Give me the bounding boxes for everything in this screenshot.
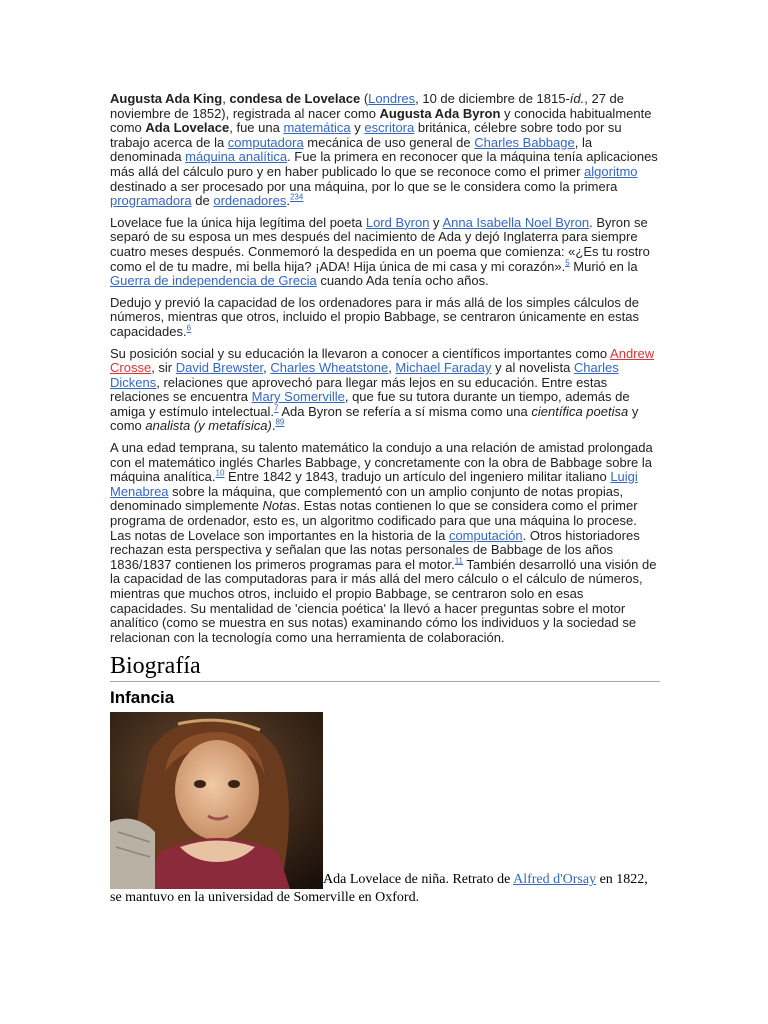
subject-name: Augusta Ada King	[110, 91, 223, 106]
figure: Ada Lovelace de niña. Retrato de Alfred d'Orsay en 1822, se mantuvo en la universidad de Somerville en Oxford.	[110, 712, 660, 907]
reference-link[interactable]: 89	[275, 418, 285, 428]
link-mary-somerville[interactable]: Mary Somerville	[251, 389, 345, 405]
link-charles-wheatstone[interactable]: Charles Wheatstone	[270, 360, 389, 376]
link-londres[interactable]: Londres	[368, 91, 416, 106]
link-escritora[interactable]: escritora	[364, 120, 415, 136]
subsection-heading-infancia: Infancia	[110, 688, 175, 708]
link-matematica[interactable]: matemática	[283, 120, 351, 136]
link-guerra-grecia[interactable]: Guerra de independencia de Grecia	[110, 273, 317, 289]
link-maquina-analitica[interactable]: máquina analítica	[185, 149, 288, 165]
subject-title: condesa de Lovelace	[229, 91, 361, 106]
link-anna-isabella[interactable]: Anna Isabella Noel Byron	[442, 214, 590, 230]
reference-link[interactable]: 6	[186, 323, 192, 333]
intro-paragraph: Augusta Ada King, condesa de Lovelace (Londres, 10 de diciembre de 1815-íd., 27 de noviembre de 1852), registrada al nacer como Augusta Ada Byron y conocida habitualmente como Ada Lovelace, fue una matemática y escritora británica, célebre sobre todo por su trabajo acerca de la computadora mecánica de uso general de Charles Babbage, la denominada máquina analítica. Fue la primera en reconocer que la máquina tenía aplicaciones más allá del cálculo puro y en haber publicado lo que se reconoce como el primer algoritmo destinado a ser procesado por una máquina, por lo que se le considera como la primera programadora de ordenadores.$^{234}$	[110, 91, 658, 209]
known-as: Ada Lovelace	[145, 120, 230, 136]
portrait-image	[110, 712, 323, 889]
link-david-brewster[interactable]: David Brewster	[175, 360, 264, 376]
link-algoritmo[interactable]: algoritmo	[584, 163, 638, 179]
article-body	[110, 92, 660, 907]
section-heading-biografia: Biografía	[110, 652, 660, 682]
reference-link[interactable]: 234	[289, 192, 304, 202]
social-paragraph: Su posición social y su educación la llevaron a conocer a científicos importantes como Andrew Crosse, sir David Brewster, Charles Wheatstone, Michael Faraday y al novelista Charles Dickens, relaciones que aprovechó para llegar más lejos en su educación. Entre estas relaciones se encuentra Mary Somerville, que fue su tutora durante un tiempo, además de amiga y estímulo intelectual.$^7$ Ada Byron se refería a sí misma como una científica poetisa y como analista (y metafísica).$^{89}$	[110, 345, 655, 434]
family-paragraph: Lovelace fue la única hija legítima del poeta Lord Byron y Anna Isabella Noel Byron. Byron se separó de su esposa un mes después del nacimiento de Ada y dejó Inglaterra para siempre cuatro meses después. Conmemoró la despedida en un poema que comienza: «¿Es tu rostro como el de tu madre, mi bella hija? ¡ADA! Hija única de mi casa y mi corazón».$^5$ Murió en la Guerra de independencia de Grecia cuando Ada tenía ocho años.	[110, 214, 650, 289]
reference-link[interactable]: 11	[454, 556, 464, 566]
link-computadora[interactable]: computadora	[227, 134, 304, 150]
link-alfred-dorsay[interactable]: Alfred d'Orsay	[513, 872, 597, 888]
link-luigi-menabrea[interactable]: Luigi Menabrea	[110, 469, 638, 499]
link-michael-faraday[interactable]: Michael Faraday	[395, 360, 492, 376]
link-programadora[interactable]: programadora	[110, 193, 192, 209]
babbage-paragraph: A una edad temprana, su talento matemático la condujo a una relación de amistad prolongada con el matemático inglés Charles Babbage, y concretamente con la obra de Babbage sobre la máquina analítica.$^{10}$ Entre 1842 y 1843, tradujo un artículo del ingeniero militar italiano Luigi Menabrea sobre la máquina, que complementó con un amplio conjunto de notas propias, denominado simplemente Notas. Estas notas contienen lo que se considera como el primer programa de ordenador, esto es, un algoritmo codificado para que una máquina lo procese. Las notas de Lovelace son importantes en la historia de la computación. Otros historiadores rechazan esta perspectiva y señalan que las notas personales de Babbage de los años 1836/1837 contienen los primeros programas para el motor.$^{11}$ También desarrolló una visión de la capacidad de las computadoras para ir más allá del mero cálculo o el cálculo de números, mientras que muchos otros, incluido el propio Babbage, se centraron solo en esas capacidades. Su mentalidad de 'ciencia poética' la llevó a hacer preguntas sobre el motor analítico (como se muestra en sus notas) examinando cómo los individuos y la sociedad se relacionan con la tecnología como una herramienta de colaboración.	[110, 440, 657, 645]
reference-link[interactable]: 7	[274, 403, 279, 413]
link-ordenadores[interactable]: ordenadores	[213, 193, 287, 209]
link-lord-byron[interactable]: Lord Byron	[365, 214, 430, 230]
link-andrew-crosse[interactable]: Andrew Crosse	[110, 345, 655, 376]
reference-link[interactable]: 10	[215, 468, 225, 478]
link-charles-dickens[interactable]: Charles Dickens	[110, 360, 619, 390]
link-computacion[interactable]: computación	[448, 527, 523, 543]
vision-paragraph: Dedujo y previó la capacidad de los ordenadores para ir más allá de los simples cálculos de números, mientras que otros, incluido el propio Babbage, se centraron únicamente en estas capacidades.$^6$	[110, 294, 639, 339]
birth-name: Augusta Ada Byron	[379, 105, 501, 121]
reference-link[interactable]: 5	[565, 258, 570, 268]
link-charles-babbage[interactable]: Charles Babbage	[474, 134, 575, 150]
